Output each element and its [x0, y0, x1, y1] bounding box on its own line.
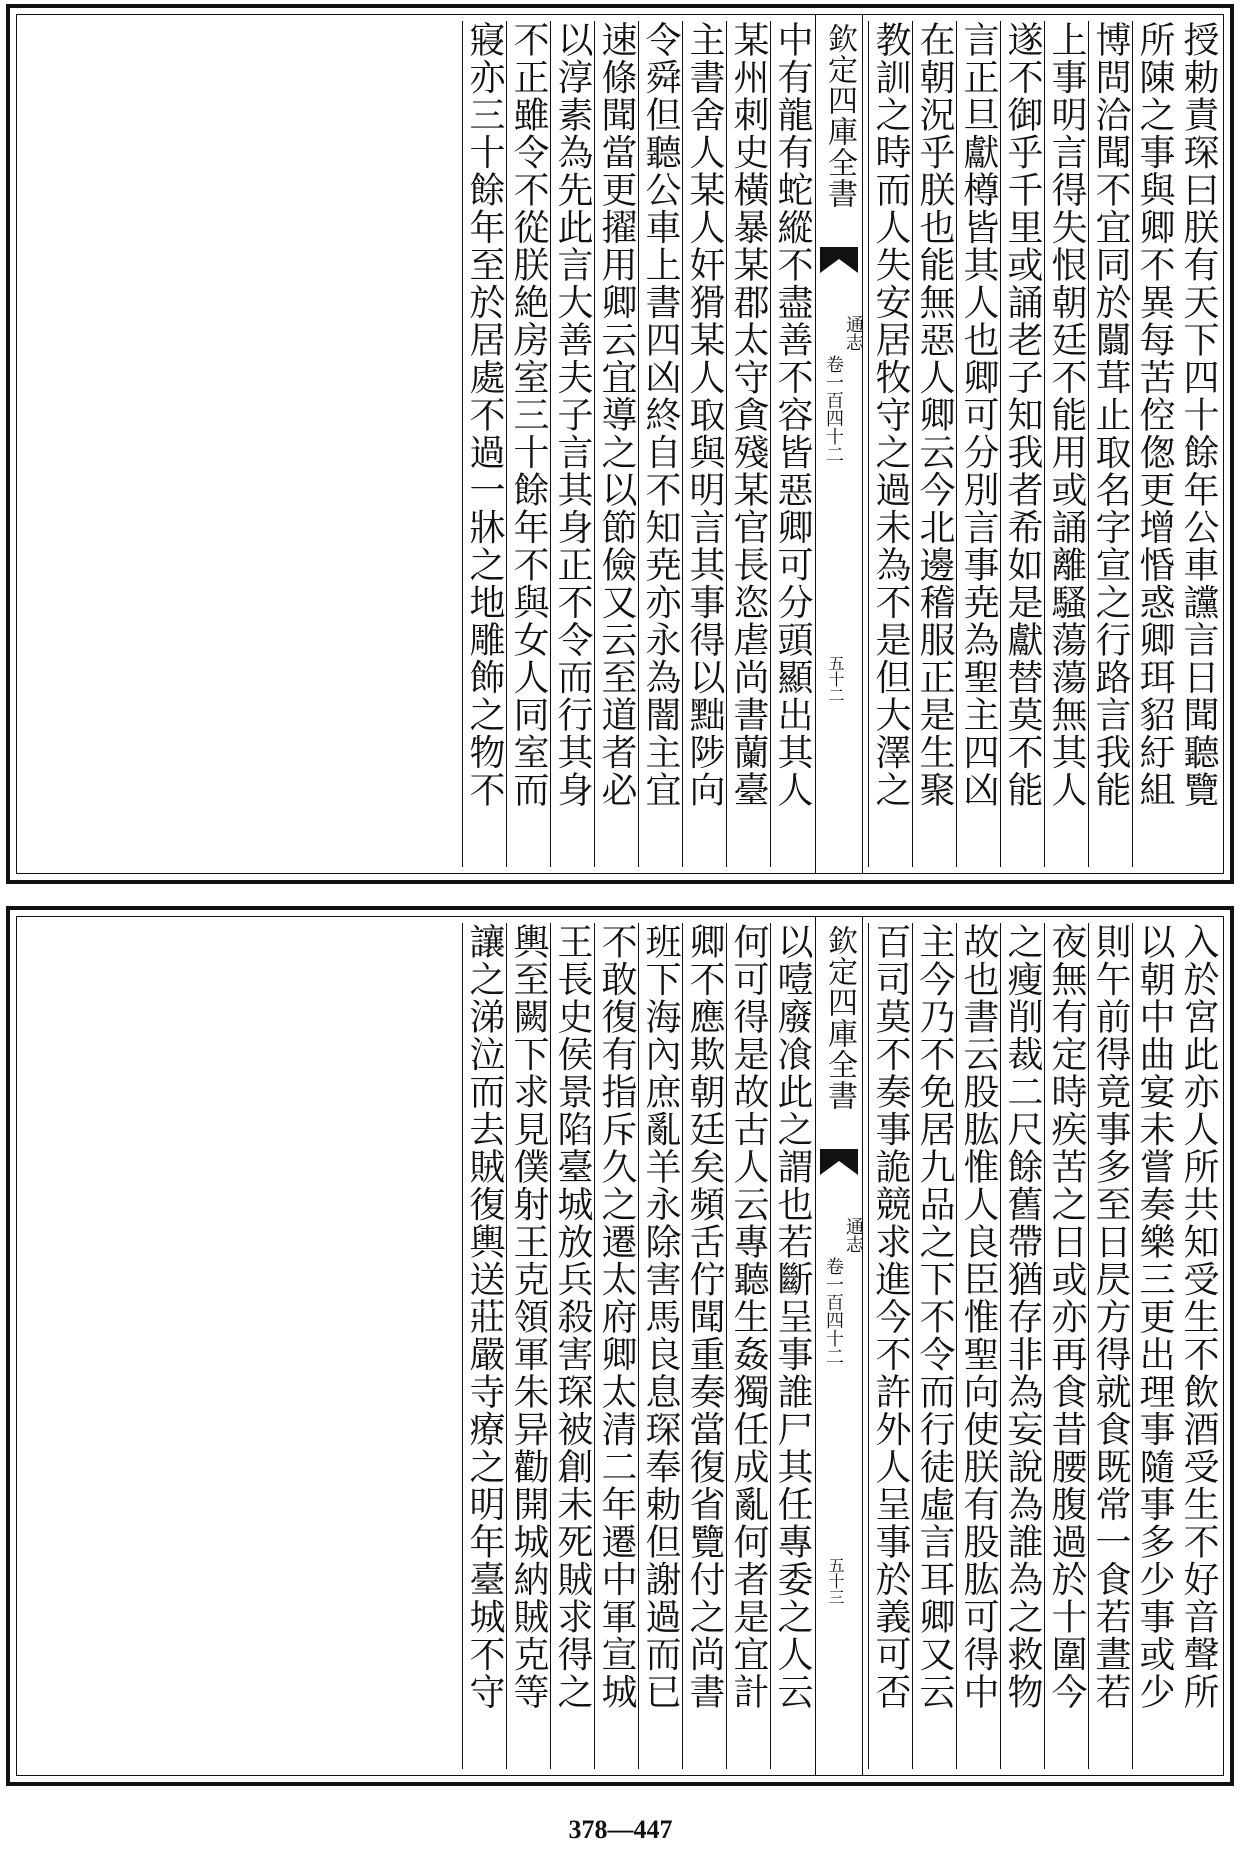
folio-number: 五十二 — [826, 655, 845, 703]
book-title: 欽定四庫全書 — [822, 23, 857, 209]
text-column: 卿不應欺朝廷矣頻舌佇聞重奏當復省覽付之尚書 — [682, 923, 725, 1769]
text-column: 夜無有定時疾苦之日或亦再食昔腰腹過於十圍今 — [1044, 923, 1087, 1769]
text-column: 授勅責琛曰朕有天下四十餘年公車讜言日聞聽覽 — [1178, 21, 1219, 809]
volume-number: 卷一百四十二 — [823, 1257, 844, 1365]
text-columns — [17, 15, 1223, 873]
text-column: 言正旦獻樽皆其人也卿可分別言事尭為聖主四凶 — [956, 21, 999, 867]
center-margin — [815, 15, 863, 873]
text-column: 不正雖令不從朕絶房室三十餘年不與女人同室而 — [506, 21, 549, 867]
text-column: 某州刺史橫暴某郡太守貪殘某官長恣虐尚書蘭臺 — [726, 21, 769, 867]
page-number-footer: 378—447 — [568, 1815, 673, 1844]
page-frame — [16, 916, 1224, 1776]
text-column: 在朝況乎朕也能無惡人卿云今北邊稽服正是生聚 — [912, 21, 955, 867]
text-column: 輿至闕下求見僕射王克領軍朱异勸開城納賊克等 — [506, 923, 549, 1769]
volume-title: 通志 — [843, 315, 864, 351]
text-column: 則午前得竟事多至日昃方得就食既常一食若晝若 — [1088, 923, 1131, 1769]
text-column: 主書舍人某人奸猾某人取與明言其事得以黜陟向 — [682, 21, 725, 867]
text-column: 何可得是故古人云專聽生姦獨任成亂何者是宜計 — [726, 923, 769, 1769]
text-column: 中有龍有蛇縱不盡善不容皆惡卿可分頭顯出其人 — [770, 21, 813, 867]
book-title: 欽定四庫全書 — [822, 925, 857, 1111]
text-column: 令舜但聽公車上書四凶終自不知尭亦永為闇主宜 — [638, 21, 681, 867]
folio-number: 五十三 — [826, 1557, 845, 1605]
text-column: 王長史侯景陷臺城放兵殺害琛被創未死賊求得之 — [550, 923, 593, 1769]
text-column: 以朝中曲宴未嘗奏樂三更出理事隨事多少事或少 — [1132, 923, 1175, 1769]
text-column: 不敢復有指斥久之遷太府卿太清二年遷中軍宣城 — [594, 923, 637, 1769]
text-column: 班下海內庶亂羊永除害馬良息琛奉勅但謝過而已 — [638, 923, 681, 1769]
text-column: 讓之涕泣而去賊復輿送莊嚴寺療之明年臺城不守 — [462, 923, 505, 1769]
text-column: 之瘦削裁二尺餘舊帶猶存非為妄說為誰為之救物 — [1000, 923, 1043, 1769]
page-frame — [16, 14, 1224, 874]
page-lower — [6, 906, 1234, 1786]
text-column: 入於宮此亦人所共知受生不飲酒受生不好音聲所 — [1178, 923, 1219, 1711]
volume-number: 卷一百四十二 — [823, 355, 844, 463]
text-column: 博問洽聞不宜同於闒茸止取名字宣之行路言我能 — [1088, 21, 1131, 867]
volume-title: 通志 — [843, 1217, 864, 1253]
text-column: 以噎廢飡此之謂也若斷呈事誰尸其任專委之人云 — [770, 923, 813, 1769]
text-column: 速條聞當更擢用卿云宜導之以節儉又云至道者必 — [594, 21, 637, 867]
text-column: 百司莫不奏事詭競求進今不許外人呈事於義可否 — [868, 923, 911, 1769]
text-column: 上事明言得失恨朝廷不能用或誦離騷蕩蕩無其人 — [1044, 21, 1087, 867]
fish-tail-mark-icon — [820, 247, 858, 273]
fish-tail-mark-icon — [820, 1149, 858, 1175]
text-column: 寢亦三十餘年至於居處不過一牀之地雕飾之物不 — [462, 21, 505, 867]
text-columns — [17, 917, 1223, 1775]
center-margin — [815, 917, 863, 1775]
text-column: 遂不御乎千里或誦老子知我者希如是獻替莫不能 — [1000, 21, 1043, 867]
text-column: 教訓之時而人失安居牧守之過未為不是但大澤之 — [868, 21, 911, 867]
text-column: 以淳素為先此言大善夫子言其身正不令而行其身 — [550, 21, 593, 867]
text-column: 所陳之事與卿不異每苦倥偬更增惛惑卿珥貂紆組 — [1132, 21, 1175, 867]
text-column: 主今乃不免居九品之下不令而行徒虛言耳卿又云 — [912, 923, 955, 1769]
page-upper — [6, 4, 1234, 884]
text-column: 故也書云股肱惟人良臣惟聖向使朕有股肱可得中 — [956, 923, 999, 1769]
